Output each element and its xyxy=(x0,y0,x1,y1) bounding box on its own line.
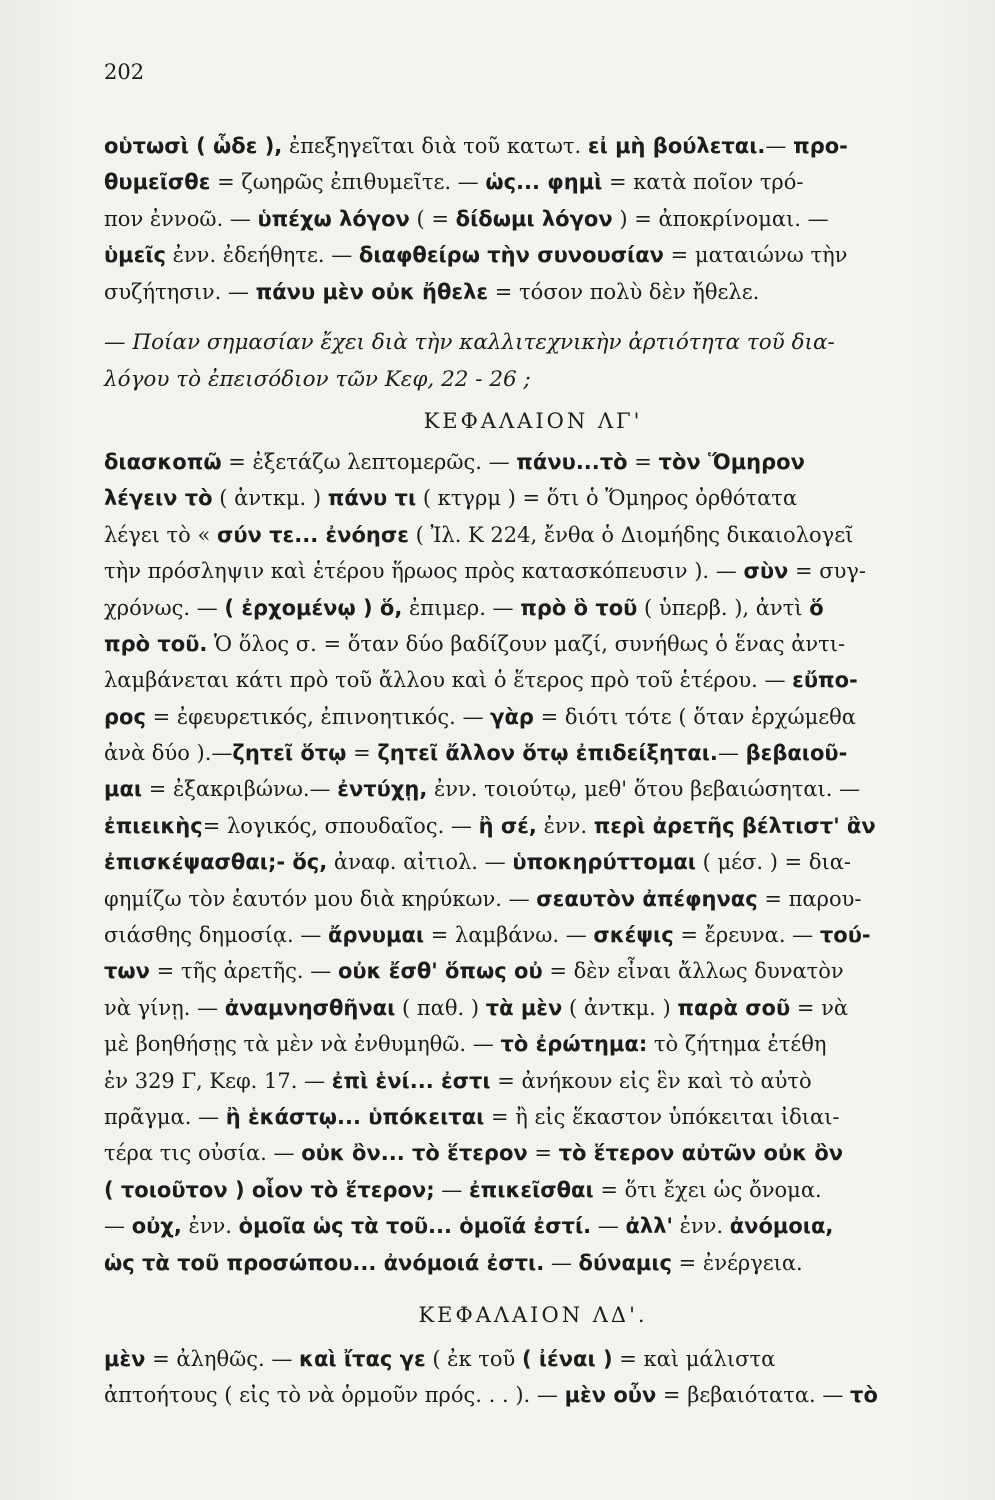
paragraph-gap xyxy=(104,310,962,324)
gloss-text: ( ὑπερβ. ), ἀντὶ xyxy=(637,595,810,620)
gloss-text: = παρου- xyxy=(757,886,862,911)
lemma: οὐκ ὂν... τὸ ἕτερον xyxy=(301,1141,528,1166)
gloss-text: ἐνν. ἐδεήθητε. — xyxy=(165,243,359,268)
gloss-text: = ἐξετάζω λεπτομερῶς. — xyxy=(221,449,517,474)
gloss-text: ( = xyxy=(409,206,456,231)
chapter-34-glossary xyxy=(104,1341,962,1414)
gloss-text: = ἢ εἰς ἕκαστον ὑπόκειται ἰδιαι- xyxy=(484,1104,840,1129)
lemma: δίδωμι λόγον xyxy=(455,206,613,231)
lemma: παρὰ σοῦ xyxy=(677,995,791,1020)
lemma: τὸ ἐρώτημα: xyxy=(500,1032,648,1057)
lemma: πάνυ μὲν οὐκ ἤθελε xyxy=(255,279,489,304)
text-line xyxy=(104,1063,962,1099)
lemma: καὶ ἴτας γε xyxy=(299,1346,426,1371)
question-line: — Ποίαν σημασίαν ἔχει διὰ τὴν καλλιτεχνικὴν ἀρτιότητα τοῦ δια- xyxy=(104,329,835,355)
gloss-text: = ἐφευρετικός, ἐπινοητικός. — xyxy=(145,704,491,729)
text-line xyxy=(104,128,962,164)
lemma: πάνυ τι xyxy=(327,486,417,511)
gloss-text: = xyxy=(527,1141,559,1166)
text-line xyxy=(104,164,962,200)
lemma: τού- xyxy=(819,923,871,948)
gloss-text: = συγ- xyxy=(788,559,867,584)
gloss-text: λέγει τὸ « xyxy=(104,522,217,547)
text-line xyxy=(104,1377,962,1413)
text-line xyxy=(104,771,962,807)
gloss-text: συζήτησιν. — xyxy=(104,279,256,304)
lemma: ( ἰέναι ) xyxy=(521,1346,613,1371)
gloss-text: — xyxy=(717,741,746,766)
gloss-text: — xyxy=(765,134,794,158)
text-line xyxy=(104,553,962,589)
gloss-text: ( ἀντκμ. ) xyxy=(562,995,678,1020)
gloss-text: ( Ἰλ. Κ 224, ἔνθα ὁ Διομήδης δικαιολογεῖ xyxy=(408,522,854,547)
lemma: σὺν xyxy=(743,559,789,584)
lemma: πρὸ τοῦ. xyxy=(104,631,208,656)
lemma: ἢ σέ, xyxy=(478,813,537,838)
gloss-text: — xyxy=(544,1250,579,1275)
lemma: εὔπο- xyxy=(792,668,858,693)
lemma: ρος xyxy=(104,704,146,729)
gloss-text: — xyxy=(104,1214,132,1239)
gloss-text: λαμβάνεται κάτι πρὸ τοῦ ἄλλου καὶ ὁ ἕτερος πρὸ τοῦ ἑτέρου. — xyxy=(104,668,793,693)
text-line xyxy=(104,626,962,662)
lemma: οὐχ, xyxy=(131,1214,182,1239)
gloss-text: Ὁ ὅλος σ. = ὅταν δύο βαδίζουν μαζί, συνήθως ὁ ἕνας ἀντι- xyxy=(207,631,846,656)
text-line xyxy=(104,590,962,626)
gloss-text: τέρα τις οὐσία. — xyxy=(104,1141,302,1166)
lemma: δύναμις xyxy=(578,1250,672,1275)
lemma: ( τοιοῦτον ) οἷον τὸ ἕτερον; xyxy=(104,1177,435,1202)
text-line xyxy=(104,201,962,237)
lemma: σεαυτὸν ἀπέφηνας xyxy=(536,886,758,911)
gloss-text: = βεβαιότατα. — xyxy=(656,1383,851,1408)
lemma: ἐπιεικὴς xyxy=(104,813,203,838)
text-line xyxy=(104,480,962,516)
lemma: τὸ ἕτερον αὐτῶν οὐκ ὂν xyxy=(558,1141,844,1166)
page-body xyxy=(104,128,962,1414)
gloss-text: = ἐνέργεια. xyxy=(671,1250,803,1275)
gloss-text: = ματαιώνω τὴν xyxy=(663,243,848,268)
lemma: ζητεῖ ἄλλον ὅτῳ ἐπιδείξηται. xyxy=(377,741,718,766)
chapter-33-glossary xyxy=(104,444,962,1281)
gloss-text: ( ἀντκμ. ) xyxy=(212,486,328,511)
gloss-text: φημίζω τὸν ἑαυτόν μου διὰ κηρύκων. — xyxy=(104,886,537,911)
gloss-text: = καὶ μάλιστα xyxy=(612,1346,776,1371)
text-line xyxy=(104,274,962,310)
gloss-text: — xyxy=(591,1214,626,1239)
gloss-text: ἐνν. xyxy=(536,813,594,838)
lemma: ἐπισκέψασθαι;- ὅς, xyxy=(104,850,328,875)
gloss-text: ( κτγρμ ) = ὅτι ὁ Ὅμηρος ὀρθότατα xyxy=(416,486,798,511)
lemma: ὑμεῖς xyxy=(104,243,166,268)
text-line xyxy=(104,953,962,989)
lemma: μὲν xyxy=(104,1346,146,1371)
gloss-text: = xyxy=(346,741,378,766)
lemma: τὸν Ὅμηρον xyxy=(658,449,805,474)
lemma: ὁμοῖα ὡς τὰ τοῦ... ὁμοῖά ἐστί. xyxy=(238,1214,592,1239)
text-line xyxy=(104,735,962,771)
lemma: λέγειν τὸ xyxy=(104,486,213,511)
study-question xyxy=(104,324,962,398)
gloss-text: ἐν 329 Γ, Κεφ. 17. — xyxy=(104,1068,332,1093)
text-line xyxy=(104,1208,962,1244)
gloss-text: τὸ ζήτημα ἐτέθη xyxy=(647,1032,827,1057)
text-line xyxy=(104,1172,962,1208)
gloss-text: σιάσθης δημοσίᾳ. — xyxy=(104,923,329,948)
gloss-text: = λογικός, σπουδαῖος. — xyxy=(202,813,479,838)
gloss-text: = νὰ xyxy=(790,995,849,1020)
text-line xyxy=(104,1341,962,1377)
lemma: θυμεῖσθε xyxy=(104,170,211,195)
lemma: ζητεῖ ὅτῳ xyxy=(232,741,347,766)
intro-glossary xyxy=(104,128,962,310)
lemma: μὲν οὖν xyxy=(564,1383,657,1408)
text-line xyxy=(104,844,962,880)
page-number: 202 xyxy=(104,60,145,84)
lemma: ἐντύχῃ, xyxy=(337,777,428,802)
lemma: γὰρ xyxy=(490,704,534,729)
gloss-text: χρόνως. — xyxy=(104,595,225,620)
gloss-text: ἀπτοήτους ( εἰς τὸ νὰ ὁρμοῦν πρός. . . ). — xyxy=(104,1383,565,1408)
gloss-text: ἀναφ. αἰτιολ. — xyxy=(327,850,513,875)
question-line: λόγου τὸ ἐπεισόδιον τῶν Κεφ, 22 - 26 ; xyxy=(104,366,531,392)
lemma: πρὸ ὃ τοῦ xyxy=(520,595,638,620)
lemma: διαφθείρω τὴν συνουσίαν xyxy=(358,243,664,268)
gloss-text: = κατὰ ποῖον τρό- xyxy=(602,170,804,195)
gloss-text: = ἀληθῶς. — xyxy=(145,1346,300,1371)
gloss-text: ἐνν. xyxy=(181,1214,239,1239)
text-line xyxy=(104,1026,962,1062)
gloss-text: = τόσον πολὺ δὲν ἤθελε. xyxy=(488,279,760,304)
gloss-text: ( παθ. ) xyxy=(395,995,486,1020)
lemma: μαι xyxy=(104,777,143,802)
lemma: προ- xyxy=(793,134,848,158)
text-line xyxy=(104,237,962,273)
gloss-text: νὰ γίνῃ. — xyxy=(104,995,225,1020)
text-line xyxy=(104,1099,962,1135)
gloss-text: ἐπιμερ. — xyxy=(402,595,521,620)
gloss-text: ἐνν. xyxy=(672,1214,730,1239)
lemma: ἐπικεῖσθαι xyxy=(468,1177,594,1202)
gloss-text: = ἐξακριβώνω.— xyxy=(142,777,338,802)
lemma: τὸ xyxy=(850,1383,878,1408)
lemma: ἄρνυμαι xyxy=(328,923,425,948)
lemma: των xyxy=(104,959,150,984)
gloss-text: ) = ἀποκρίνομαι. — xyxy=(612,206,829,231)
lemma: ὑποκηρύττομαι xyxy=(512,850,696,875)
text-line xyxy=(104,699,962,735)
lemma: σκέψις xyxy=(593,923,674,948)
gloss-text: = δὲν εἶναι ἄλλως δυνατὸν xyxy=(542,959,844,984)
gloss-text: πον ἐννοῶ. — xyxy=(104,206,258,231)
gloss-text: = xyxy=(627,449,659,474)
lemma: ( ἐρχομένῳ ) ὅ, xyxy=(224,595,403,620)
text-line xyxy=(104,1245,962,1281)
gloss-text: ( ἐκ τοῦ xyxy=(425,1346,522,1371)
lemma: ἢ ἑκάστῳ... ὑπόκειται xyxy=(225,1104,485,1129)
gloss-text: = ὅτι ἔχει ὡς ὄνομα. xyxy=(593,1177,822,1202)
lemma: ἀναμνησθῆναι xyxy=(224,995,396,1020)
gloss-text: = ἀνήκουν εἰς ἓν καὶ τὸ αὐτὸ xyxy=(490,1068,812,1093)
lemma: βεβαιοῦ- xyxy=(745,741,848,766)
lemma: τὰ μὲν xyxy=(485,995,563,1020)
lemma: ἐπὶ ἑνί... ἐστι xyxy=(331,1068,491,1093)
gloss-text: = λαμβάνω. — xyxy=(424,923,594,948)
text-line xyxy=(104,990,962,1026)
chapter-heading: ΚΕΦΑΛΑΙΟΝ ΛΓ' xyxy=(423,408,643,433)
lemma: διασκοπῶ xyxy=(104,449,222,474)
lemma: πάνυ...τὸ xyxy=(516,449,628,474)
gloss-text: ἐπεξηγεῖται διὰ τοῦ κατωτ. xyxy=(282,134,588,158)
text-line xyxy=(104,917,962,953)
gloss-text: μὲ βοηθήσῃς τὰ μὲν νὰ ἐνθυμηθῶ. — xyxy=(104,1032,501,1057)
gloss-text: = διότι τότε ( ὅταν ἐρχώμεθα xyxy=(533,704,856,729)
gloss-text: = ἔρευνα. — xyxy=(673,923,820,948)
lemma: σύν τε... ἐνόησε xyxy=(217,522,409,547)
lemma: ὑπέχω λόγον xyxy=(257,206,410,231)
gloss-text: πρᾶγμα. — xyxy=(104,1104,226,1129)
text-line xyxy=(104,808,962,844)
lemma: περὶ ἀρετῆς βέλτιστ' ἂν xyxy=(593,813,876,838)
lemma: ἀνόμοια, xyxy=(729,1214,834,1239)
lemma: ὡς... φημὶ xyxy=(485,170,603,195)
chapter-heading: ΚΕΦΑΛΑΙΟΝ ΛΔ'. xyxy=(418,1302,648,1327)
lemma: ὅ xyxy=(809,595,824,620)
lemma: ἀλλ' xyxy=(625,1214,673,1239)
gloss-text: — xyxy=(434,1177,469,1202)
gloss-text: = τῆς ἀρετῆς. — xyxy=(149,959,338,984)
text-line xyxy=(104,517,962,553)
gloss-text: ἀνὰ δύο ).— xyxy=(104,741,233,766)
text-line xyxy=(104,1135,962,1171)
text-line xyxy=(104,444,962,480)
text-line xyxy=(104,881,962,917)
gloss-text: ἐνν. τοιούτῳ, μεθ' ὅτου βεβαιώσηται. — xyxy=(427,777,861,802)
lemma: ὡς τὰ τοῦ προσώπου... ἀνόμοιά ἐστι. xyxy=(104,1250,545,1275)
lemma: οὑτωσὶ ( ὧδε ), xyxy=(104,134,283,158)
gloss-text: ( μέσ. ) = δια- xyxy=(695,850,851,875)
text-line xyxy=(104,662,962,698)
lemma: οὐκ ἔσθ' ὅπως οὐ xyxy=(337,959,543,984)
gloss-text: τὴν πρόσληψιν καὶ ἑτέρου ἥρωος πρὸς κατασκόπευσιν ). — xyxy=(104,559,744,584)
gloss-text: = ζωηρῶς ἐπιθυμεῖτε. — xyxy=(210,170,486,195)
lemma: εἰ μὴ βούλεται. xyxy=(587,134,766,158)
